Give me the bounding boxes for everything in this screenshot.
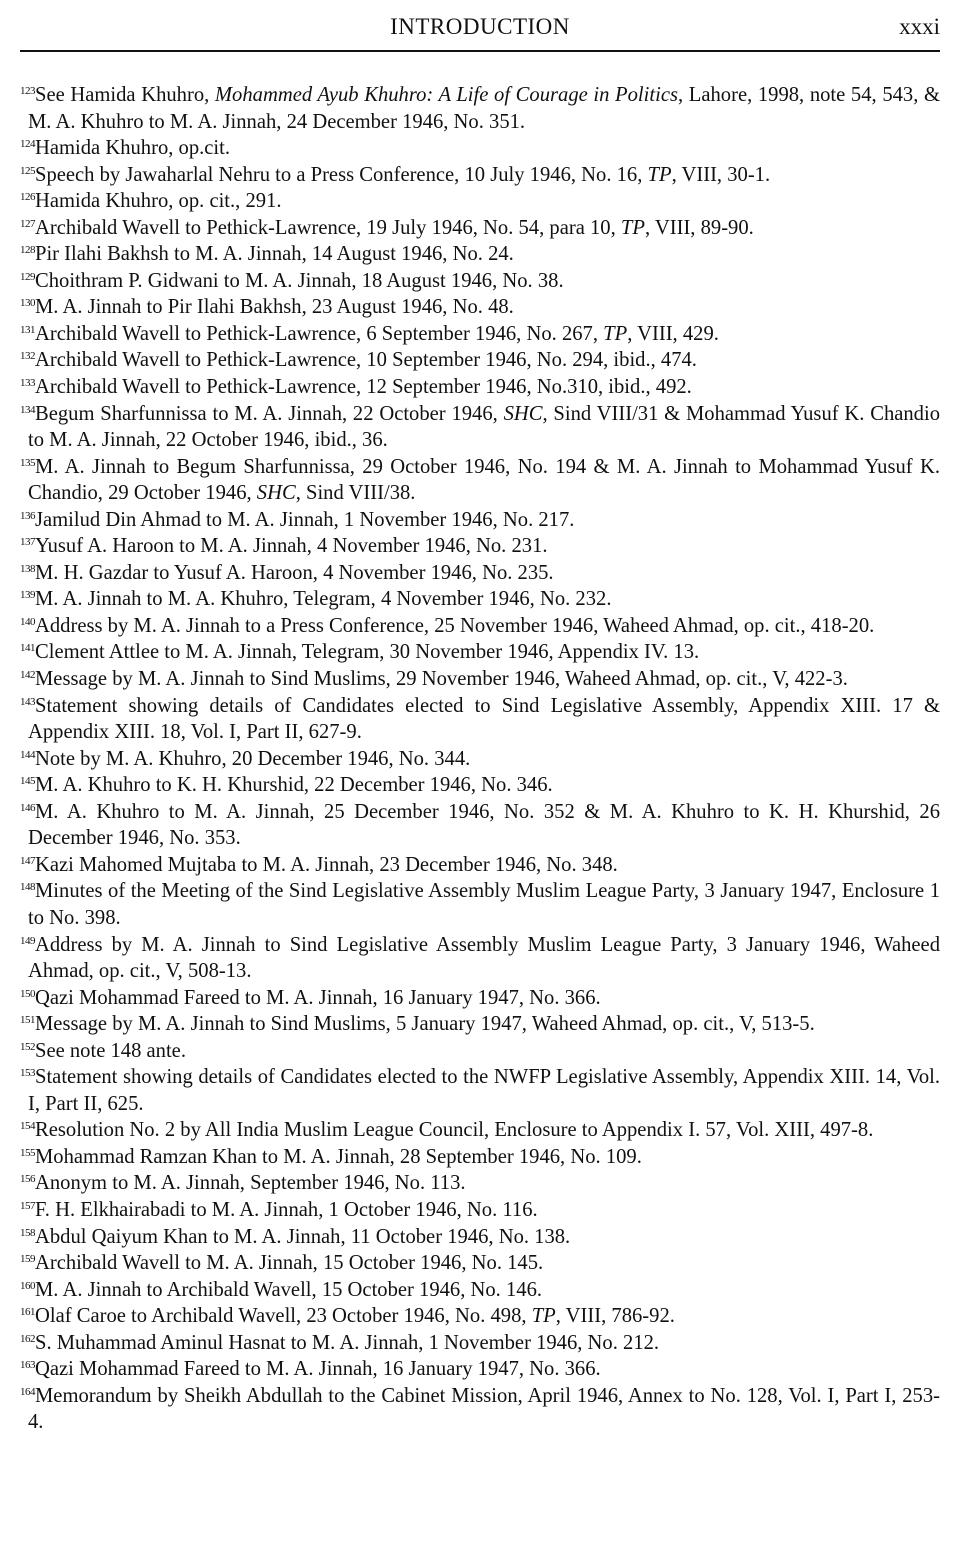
endnote-number: 135 xyxy=(20,456,35,469)
endnote-number: 150 xyxy=(20,987,35,1000)
endnote-number: 153 xyxy=(20,1067,35,1080)
endnote-text: Note by M. A. Khuhro, 20 December 1946, No. 344. xyxy=(35,747,471,770)
endnote-text: Jamilud Din Ahmad to M. A. Jinnah, 1 November 1946, No. 217. xyxy=(35,508,575,531)
endnote-text: Choithram P. Gidwani to M. A. Jinnah, 18 August 1946, No. 38. xyxy=(35,269,564,292)
endnote-text: See note 148 ante. xyxy=(35,1039,186,1062)
endnote-text: Archibald Wavell to Pethick-Lawrence, 10 September 1946, No. 294, ibid., 474. xyxy=(35,349,697,372)
endnote-text: Hamida Khuhro, op.cit. xyxy=(35,137,231,160)
endnote-number: 145 xyxy=(20,775,35,788)
endnote xyxy=(20,586,940,613)
endnote xyxy=(20,1356,940,1383)
endnote xyxy=(20,1117,940,1144)
endnote xyxy=(20,560,940,587)
endnote-italic-text: SHC xyxy=(256,482,296,505)
endnote xyxy=(20,666,940,693)
endnote-text: Pir Ilahi Bakhsh to M. A. Jinnah, 14 August 1946, No. 24. xyxy=(35,243,514,266)
endnote-number: 144 xyxy=(20,748,35,761)
endnote xyxy=(20,639,940,666)
endnote-number: 127 xyxy=(20,217,35,230)
endnote-number: 141 xyxy=(20,642,35,655)
endnote-text: Statement showing details of Candidates elected to the NWFP Legislative Assembly, Appendix XIII. 14, Vol. I, Part II, 625. xyxy=(28,1066,940,1115)
endnote-number: 157 xyxy=(20,1199,35,1212)
endnote-text: Message by M. A. Jinnah to Sind Muslims, 5 January 1947, Waheed Ahmad, op. cit., V, 513-5. xyxy=(35,1013,815,1036)
endnote-number: 138 xyxy=(20,562,35,575)
endnote-text: Address by M. A. Jinnah to a Press Conference, 25 November 1946, Waheed Ahmad, op. cit., 418-20. xyxy=(35,614,875,637)
endnote-text: Anonym to M. A. Jinnah, September 1946, No. 113. xyxy=(35,1172,466,1195)
endnote xyxy=(20,932,940,985)
endnote-number: 136 xyxy=(20,509,35,522)
endnote-number: 155 xyxy=(20,1146,35,1159)
running-header xyxy=(20,10,940,50)
endnote xyxy=(20,1011,940,1038)
endnote-text: Archibald Wavell to Pethick-Lawrence, 12 September 1946, No.310, ibid., 492. xyxy=(35,376,692,399)
endnote xyxy=(20,1250,940,1277)
endnote xyxy=(20,294,940,321)
endnote-text: Qazi Mohammad Fareed to M. A. Jinnah, 16 January 1947, No. 366. xyxy=(35,986,601,1009)
endnote xyxy=(20,1170,940,1197)
endnote xyxy=(20,401,940,454)
endnote xyxy=(20,533,940,560)
endnote-text: , VIII, 429. xyxy=(627,322,719,345)
endnotes-list xyxy=(20,82,940,1436)
endnote-number: 134 xyxy=(20,403,35,416)
endnote-text: Yusuf A. Haroon to M. A. Jinnah, 4 November 1946, No. 231. xyxy=(35,535,548,558)
endnote-number: 132 xyxy=(20,350,35,363)
endnote-text: Memorandum by Sheikh Abdullah to the Cabinet Mission, April 1946, Annex to No. 128, Vol. I, Part I, 253-4. xyxy=(28,1384,940,1434)
endnote-text: , Lahore, 1998, note 54, 543, & M. A. Khuhro to M. A. Jinnah, 24 December 1946, No. 351. xyxy=(28,84,941,133)
endnote xyxy=(20,746,940,773)
endnote-number: 128 xyxy=(20,244,35,257)
endnote-text: Address by M. A. Jinnah to Sind Legislative Assembly Muslim League Party, 3 January 1946, Waheed Ahmad, op. cit., V, 508-13. xyxy=(28,933,940,983)
endnote-number: 140 xyxy=(20,615,35,628)
endnote xyxy=(20,188,940,215)
endnote xyxy=(20,215,940,242)
endnote-number: 162 xyxy=(20,1332,35,1345)
endnote-text: Archibald Wavell to Pethick-Lawrence, 6 September 1946, No. 267, xyxy=(35,322,604,345)
endnote-number: 123 xyxy=(20,85,35,97)
endnote-text: M. A. Khuhro to K. H. Khurshid, 22 December 1946, No. 346. xyxy=(35,774,553,797)
endnote-text: See Hamida Khuhro, xyxy=(35,84,215,106)
endnote xyxy=(20,1330,940,1357)
endnote xyxy=(20,1224,940,1251)
endnote-italic-text: TP xyxy=(603,322,628,345)
endnote-number: 143 xyxy=(20,695,35,708)
endnote-text: Speech by Jawaharlal Nehru to a Press Conference, 10 July 1946, No. 16, xyxy=(35,163,648,186)
endnote-number: 124 xyxy=(20,138,35,151)
endnote-text: Resolution No. 2 by All India Muslim League Council, Enclosure to Appendix I. 57, Vol. XIII, 497-8. xyxy=(35,1119,874,1142)
endnote-number: 152 xyxy=(20,1040,35,1053)
endnote-text: M. H. Gazdar to Yusuf A. Haroon, 4 November 1946, No. 235. xyxy=(35,561,554,584)
endnote-italic-text: Mohammed Ayub Khuhro: A Life of Courage in Politics xyxy=(214,84,678,106)
endnote-text: , VIII, 786-92. xyxy=(555,1305,675,1328)
endnote-number: 137 xyxy=(20,536,35,549)
endnote xyxy=(20,1383,940,1436)
endnote-number: 147 xyxy=(20,854,35,867)
endnote-number: 148 xyxy=(20,881,35,894)
page-number: xxxi xyxy=(899,14,940,39)
endnote-number: 156 xyxy=(20,1173,35,1186)
header-rule xyxy=(20,50,940,52)
endnote-number: 163 xyxy=(20,1359,35,1372)
endnote xyxy=(20,1197,940,1224)
endnote-text: Archibald Wavell to M. A. Jinnah, 15 October 1946, No. 145. xyxy=(35,1252,544,1275)
running-title: INTRODUCTION xyxy=(390,14,570,39)
endnote xyxy=(20,985,940,1012)
endnote-number: 126 xyxy=(20,191,35,204)
endnote xyxy=(20,162,940,189)
endnote-text: M. A. Jinnah to Begum Sharfunnissa, 29 October 1946, No. 194 & M. A. Jinnah to Mohammad Yusuf K. Chandio, 29 October 1946, xyxy=(28,455,940,505)
endnote-number: 158 xyxy=(20,1226,35,1239)
endnote-text: Clement Attlee to M. A. Jinnah, Telegram, 30 November 1946, Appendix IV. 13. xyxy=(35,641,700,664)
endnote-number: 125 xyxy=(20,164,35,177)
endnote-number: 133 xyxy=(20,377,35,390)
endnote-number: 159 xyxy=(20,1253,35,1266)
endnote-text: M. A. Khuhro to M. A. Jinnah, 25 December 1946, No. 352 & M. A. Khuhro to K. H. Khurshid, 26 December 1946, No. 353. xyxy=(28,800,940,850)
endnote-text: Kazi Mahomed Mujtaba to M. A. Jinnah, 23 December 1946, No. 348. xyxy=(35,853,618,876)
endnote-text: Minutes of the Meeting of the Sind Legislative Assembly Muslim League Party, 3 January 1947, Enclosure 1 to No. 398. xyxy=(28,880,940,929)
endnote xyxy=(20,1064,940,1117)
endnote-italic-text: TP xyxy=(647,163,672,186)
endnote xyxy=(20,135,940,162)
endnote-text: M. A. Jinnah to Archibald Wavell, 15 October 1946, No. 146. xyxy=(35,1278,543,1301)
endnote xyxy=(20,268,940,295)
endnote-number: 161 xyxy=(20,1306,35,1319)
endnote-text: Qazi Mohammad Fareed to M. A. Jinnah, 16 January 1947, No. 366. xyxy=(35,1358,601,1381)
endnote-number: 151 xyxy=(20,1014,35,1027)
endnote-text: Hamida Khuhro, op. cit., 291. xyxy=(35,190,282,213)
endnote-text: Abdul Qaiyum Khan to M. A. Jinnah, 11 October 1946, No. 138. xyxy=(35,1225,571,1248)
endnote-text: M. A. Jinnah to Pir Ilahi Bakhsh, 23 August 1946, No. 48. xyxy=(35,296,514,319)
endnote xyxy=(20,878,940,931)
endnote xyxy=(20,507,940,534)
endnote xyxy=(20,1303,940,1330)
endnote-number: 164 xyxy=(20,1385,35,1398)
endnote-text: Olaf Caroe to Archibald Wavell, 23 October 1946, No. 498, xyxy=(35,1305,532,1328)
endnote-number: 142 xyxy=(20,669,35,682)
endnote xyxy=(20,1144,940,1171)
endnote-number: 131 xyxy=(20,323,35,336)
endnote-text: Archibald Wavell to Pethick-Lawrence, 19 July 1946, No. 54, para 10, xyxy=(35,216,621,239)
endnote-text: , VIII, 30-1. xyxy=(671,163,771,186)
endnote xyxy=(20,1038,940,1065)
endnote xyxy=(20,82,940,135)
endnote xyxy=(20,1277,940,1304)
endnote-text: F. H. Elkhairabadi to M. A. Jinnah, 1 October 1946, No. 116. xyxy=(35,1198,538,1221)
endnote xyxy=(20,772,940,799)
endnote xyxy=(20,321,940,348)
endnote-text: Begum Sharfunnissa to M. A. Jinnah, 22 October 1946, xyxy=(35,402,504,425)
endnote-text: , Sind VIII/38. xyxy=(295,482,416,505)
endnote-number: 160 xyxy=(20,1279,35,1292)
endnote-italic-text: TP xyxy=(620,216,645,239)
endnote xyxy=(20,852,940,879)
endnote-text: , VIII, 89-90. xyxy=(644,216,754,239)
endnote-italic-text: TP xyxy=(531,1305,556,1328)
endnote-number: 146 xyxy=(20,801,35,814)
endnote xyxy=(20,799,940,852)
endnote-number: 139 xyxy=(20,589,35,602)
endnote xyxy=(20,347,940,374)
endnote-italic-text: SHC xyxy=(503,402,543,425)
endnote-text: Statement showing details of Candidates elected to Sind Legislative Assembly, Appendix XIII. 17 & Appendix XIII. 18, Vol. I, Part II, 627-9. xyxy=(28,694,940,744)
endnote-number: 129 xyxy=(20,270,35,283)
endnote xyxy=(20,693,940,746)
endnote-text: Mohammad Ramzan Khan to M. A. Jinnah, 28 September 1946, No. 109. xyxy=(35,1145,642,1168)
endnote-number: 154 xyxy=(20,1120,35,1133)
endnote-number: 130 xyxy=(20,297,35,310)
endnote-number: 149 xyxy=(20,934,35,947)
endnote-text: , Sind VIII/31 & Mohammad Yusuf K. Chandio to M. A. Jinnah, 22 October 1946, ibid., 36. xyxy=(28,402,940,452)
endnote xyxy=(20,241,940,268)
endnote-text: M. A. Jinnah to M. A. Khuhro, Telegram, 4 November 1946, No. 232. xyxy=(35,588,612,611)
endnote xyxy=(20,374,940,401)
endnote-text: S. Muhammad Aminul Hasnat to M. A. Jinnah, 1 November 1946, No. 212. xyxy=(35,1331,660,1354)
endnote xyxy=(20,613,940,640)
endnote-text: Message by M. A. Jinnah to Sind Muslims, 29 November 1946, Waheed Ahmad, op. cit., V, 422-3. xyxy=(35,668,848,691)
endnote xyxy=(20,454,940,507)
